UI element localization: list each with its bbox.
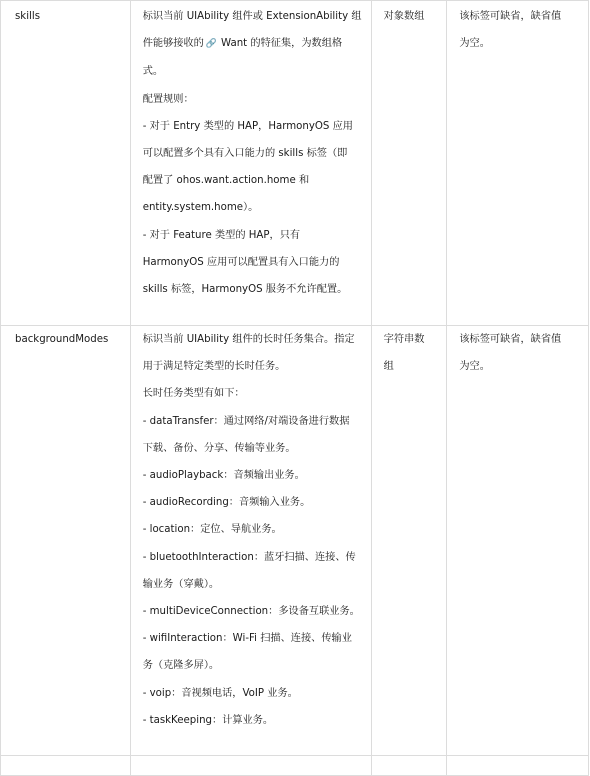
table-row: [1, 326, 589, 756]
link-icon: 🔗: [205, 39, 218, 50]
note-cell: [447, 1, 589, 326]
description-line: - voip：音视频电话，VoIP 业务。: [142, 687, 298, 699]
note-line: 该标签可缺省，缺省值: [459, 11, 562, 22]
note-line: 为空。: [459, 361, 490, 373]
description-line: - dataTransfer：通过网络/对端设备进行数据: [142, 415, 350, 427]
attribute-name-cell: [1, 1, 131, 326]
description-line: 下载、备份、分享、传输等业务。: [142, 442, 296, 454]
description-cell: [130, 1, 371, 326]
table-row: [1, 1, 589, 326]
attribute-name-cell: [1, 326, 131, 756]
type-text: 字符串数: [383, 334, 425, 345]
description-line: - audioRecording：音频输入业务。: [142, 497, 311, 509]
description-line: entity.system.home）。: [142, 202, 259, 214]
description-line: 式。: [142, 66, 164, 78]
description-line: HarmonyOS 应用可以配置具有入口能力的: [142, 256, 340, 268]
description-line: 配置规则：: [142, 93, 194, 105]
description-line: - wifiInteraction：Wi-Fi 扫描、连接、传输业: [142, 633, 352, 645]
description-line: 标识当前 UIAbility 组件的长时任务集合。指定: [142, 334, 355, 345]
note-line: 为空。: [459, 38, 490, 50]
description-line: 务（克隆多屏）。: [142, 660, 220, 672]
note-line: 该标签可缺省，缺省值: [459, 334, 562, 345]
description-line: 用于满足特定类型的长时任务。: [142, 361, 286, 373]
description-line: - 对于 Entry 类型的 HAP，HarmonyOS 应用: [142, 120, 353, 132]
description-line: 标识当前 UIAbility 组件或 ExtensionAbility 组: [142, 11, 362, 22]
description-line: - location：定位、导航业务。: [142, 524, 282, 536]
want-link[interactable]: Want 的特征集，为数组格: [221, 38, 343, 50]
description-line: - bluetoothInteraction：蓝牙扫描、连接、传: [142, 551, 356, 563]
description-line: 可以配置多个具有入口能力的 skills 标签（即: [142, 148, 348, 160]
description-line: 配置了 ohos.want.action.home 和: [142, 175, 310, 187]
description-text: 件能够接收的: [142, 38, 204, 50]
description-line: - multiDeviceConnection：多设备互联业务。: [142, 606, 360, 618]
note-cell: [447, 326, 589, 756]
description-line: - audioPlayback：音频输出业务。: [142, 470, 305, 482]
description-line: [143, 30, 363, 58]
description-line: skills 标签，HarmonyOS 服务不允许配置。: [142, 284, 348, 296]
type-cell: [371, 326, 447, 756]
description-line: - 对于 Feature 类型的 HAP，只有: [142, 229, 301, 241]
description-line: - taskKeeping：计算业务。: [142, 714, 274, 726]
type-cell: [371, 1, 447, 326]
type-text: 组: [383, 361, 394, 373]
attribute-name: backgroundModes: [15, 334, 109, 345]
attribute-name: skills: [15, 11, 41, 22]
description-cell: [130, 326, 371, 756]
description-line: 长时任务类型有如下：: [142, 388, 245, 400]
description-line: 输业务（穿戴）。: [142, 578, 220, 590]
type-text: 对象数组: [383, 11, 425, 22]
